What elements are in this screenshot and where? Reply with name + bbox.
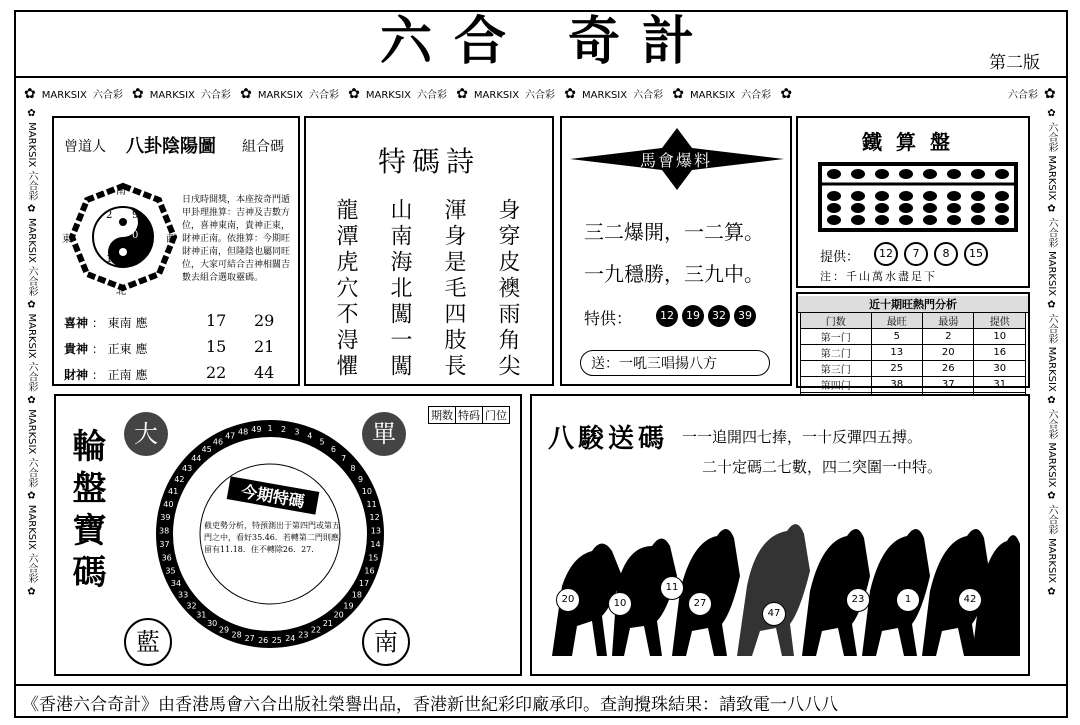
poem-col-2: 渾身是毛四肢長 — [441, 198, 466, 380]
wheel-number: 26 — [258, 635, 269, 645]
wheel-number: 43 — [182, 463, 193, 473]
wheel-number: 29 — [218, 625, 230, 635]
poem-col-4: 龍潭虎穴不淂懼 — [333, 198, 358, 380]
wheel-number: 27 — [244, 634, 255, 643]
left-brand-strip: ✿ MARKSIX 六合彩 ✿ MARKSIX 六合彩 ✿ MARKSIX 六合彩 ✿ MARKSIX 六合彩 ✿ MARKSIX 六合彩 ✿ — [26, 108, 37, 598]
wheel-number: 45 — [201, 445, 212, 455]
stats-header: 最旺 — [871, 313, 922, 329]
bagua-person: 曾道人 — [64, 139, 106, 155]
bagua-row-2: 貴神 ： 正東 應 15 21 — [64, 337, 275, 356]
horses-graphic — [542, 516, 1022, 666]
footer-text: 《香港六合奇計》由香港馬會六合出版社榮譽出品，香港新世紀彩印廠承印。查詢攪珠結果：請致電一八八八 — [22, 695, 838, 715]
wheel-number: 7 — [341, 453, 347, 463]
poem-col-3: 山南海北闖一闖 — [387, 198, 412, 380]
wheel-legend — [428, 406, 510, 424]
eight-horses-title: 八駿送碼 — [548, 424, 669, 454]
wheel-left-title: 輪盤寶碼 — [66, 428, 106, 596]
wheel-number: 23 — [298, 630, 309, 640]
stats-panel — [796, 292, 1030, 392]
bagua-num-4: 2 — [106, 210, 113, 221]
wheel-number: 48 — [238, 427, 249, 437]
stats-header: 提供 — [974, 313, 1026, 329]
legend-item: 期数 — [429, 407, 456, 423]
wheel-number: 20 — [333, 610, 344, 620]
poem-title: 特碼詩 — [377, 145, 480, 178]
table-row: 第二门 13 20 16 — [801, 345, 1026, 361]
wheel-number: 38 — [159, 526, 170, 536]
wheel-number: 11 — [366, 499, 377, 509]
eight-horses-line1: 一一追開四七捧，一十反彈四五搏。 — [682, 428, 923, 446]
top-brand-strip: ✿ MARKSIX 六合彩 ✿ MARKSIX 六合彩 ✿ MARKSIX 六合彩 ✿ MARKSIX 六合彩 ✿ MARKSIX 六合彩 ✿ MARKSIX 六合彩 ✿ MARKSIX 六合彩 ✿ — [24, 86, 793, 102]
dir-south: 南 — [116, 186, 126, 197]
eight-horses-panel — [530, 394, 1030, 676]
ball: 39 — [734, 305, 756, 327]
wheel-number: 47 — [225, 431, 236, 441]
wheel-panel — [54, 394, 522, 676]
bagua-suffix: 組合碼 — [242, 139, 284, 155]
big-label: 大 — [124, 412, 168, 456]
wheel-center-title: 今期特碼 — [227, 476, 320, 514]
wheel-number: 10 — [361, 487, 372, 497]
wheel-number: 39 — [160, 513, 171, 523]
wheel-number: 3 — [294, 427, 300, 437]
wheel-number: 15 — [368, 553, 379, 563]
abacus-note: 注：千山萬水盡足下 — [820, 270, 937, 283]
legend-item: 门位 — [485, 409, 507, 422]
header-divider — [14, 76, 1068, 78]
wheel-number: 19 — [343, 601, 354, 611]
wheel-number: 14 — [370, 540, 381, 550]
blue-label: 藍 — [124, 618, 172, 666]
bagua-row-3: 財神 ： 正南 應 22 44 — [64, 363, 275, 382]
wheel-number: 33 — [178, 590, 189, 600]
right-brand-strip: ✿ 六合彩 MARKSIX ✿ 六合彩 MARKSIX ✿ 六合彩 MARKSIX ✿ 六合彩 MARKSIX ✿ 六合彩 MARKSIX ✿ — [1046, 108, 1057, 598]
dir-north: 北 — [116, 286, 126, 297]
horse-tip-panel — [560, 116, 792, 386]
bagua-row-1: 喜神 ： 東南 應 17 29 — [64, 311, 275, 330]
ball: 32 — [708, 305, 730, 327]
eight-horses-line2: 二十定碼二七數，四二突圍一中特。 — [702, 458, 943, 476]
wheel-number: 9 — [358, 475, 364, 485]
table-row: 第四门 38 37 31 — [801, 377, 1026, 393]
horse-tip-banner: 馬會爆料 — [639, 151, 712, 170]
wheel-number: 30 — [207, 618, 218, 628]
horse-number: 23 — [846, 588, 870, 612]
wheel-number: 24 — [285, 634, 296, 643]
wheel-number: 2 — [281, 424, 287, 434]
wheel-number: 16 — [364, 566, 375, 576]
wheel-number: 40 — [163, 499, 174, 509]
wheel-number: 12 — [369, 513, 380, 523]
wheel-number: 35 — [165, 566, 176, 576]
bagua-num-5: 0 — [132, 230, 139, 241]
horse-tip-line1: 三二爆開，一二算。 — [584, 220, 764, 244]
stats-title: 近十期旺熱門分析 — [798, 296, 1028, 313]
wheel-number: 22 — [310, 625, 322, 635]
bagua-panel — [52, 116, 300, 386]
ball: 8 — [934, 242, 958, 266]
wheel-number: 21 — [322, 618, 333, 628]
horse-number: 47 — [762, 602, 786, 626]
abacus-panel — [796, 116, 1030, 288]
ball: 19 — [682, 305, 704, 327]
ball: 7 — [904, 242, 928, 266]
wheel-center-text: 截吏勢分析，特預測出于第四門或第五門之中，看好35.46．若轉第二門則應留有11.18．住不轉除26．27． — [204, 521, 340, 554]
special-label: 特供： — [584, 309, 633, 328]
poem-panel — [304, 116, 554, 386]
wheel-number: 49 — [251, 424, 262, 434]
horse-number: 11 — [660, 576, 684, 600]
table-row: 第一门 5 2 10 — [801, 329, 1026, 345]
legend-item: 特码 — [456, 407, 483, 423]
wheel-number: 32 — [186, 601, 197, 611]
wheel-number: 31 — [196, 610, 207, 620]
wheel-number: 8 — [350, 463, 356, 473]
wheel-number: 44 — [191, 453, 202, 463]
horse-number: 1 — [896, 588, 920, 612]
wheel-number: 28 — [231, 630, 242, 640]
ball: 15 — [964, 242, 988, 266]
bagua-description: 日戌時開獎，本座按奇門遁甲卦理推算：吉神及吉數方位，喜神東南，貴神正東，財神正南。依推算：今期旺財神正南，但隆陰也屬同旺位，大家可結合吉神相關吉數去組合選取靈碼。 — [182, 195, 291, 283]
poem-col-1: 身穿皮襖雨角尖 — [495, 198, 520, 380]
single-label: 單 — [362, 412, 406, 456]
edition-label: 第二版 — [989, 53, 1040, 73]
wheel-number: 36 — [161, 553, 172, 563]
horse-number: 20 — [556, 588, 580, 612]
ball: 12 — [874, 242, 898, 266]
page-title: 六合 奇計 — [379, 11, 717, 72]
bagua-num-3: 1 — [106, 254, 113, 265]
wheel-number: 1 — [267, 424, 273, 433]
horse-number: 27 — [688, 592, 712, 616]
wheel-number: 46 — [212, 437, 224, 447]
abacus-provide-label: 提供： — [820, 250, 860, 265]
horse-number: 42 — [958, 588, 982, 612]
ball: 12 — [656, 305, 678, 327]
wheel-number: 6 — [330, 445, 336, 455]
bagua-title: 八卦陰陽圖 — [126, 136, 216, 157]
table-row: 第三门 25 26 30 — [801, 361, 1026, 377]
wheel-number: 13 — [370, 526, 381, 536]
abacus-title: 鐵算盤 — [862, 130, 964, 154]
top-right-brand: 六合彩 ✿ — [1008, 86, 1056, 102]
wheel-number: 41 — [168, 487, 179, 497]
send-note: 送：一吼三唱揚八方 — [580, 350, 770, 376]
south-label: 南 — [362, 618, 410, 666]
horse-tip-line2: 一九穩勝，三九中。 — [584, 262, 764, 286]
bagua-num-2: 8 — [132, 254, 139, 265]
stats-header: 最弱 — [923, 313, 974, 329]
horse-number: 10 — [608, 592, 632, 616]
dir-west: 西 — [166, 234, 176, 245]
wheel-number: 34 — [170, 579, 182, 588]
wheel-number: 18 — [351, 590, 362, 600]
special-balls — [656, 304, 760, 327]
bagua-num-0: 9 — [132, 210, 139, 221]
wheel-number: 25 — [271, 635, 282, 645]
stats-header: 门数 — [801, 313, 872, 329]
footer-divider — [14, 684, 1068, 686]
abacus-graphic — [818, 162, 1018, 232]
wheel-number: 4 — [307, 431, 313, 441]
wheel-number: 17 — [358, 579, 370, 588]
wheel-number: 5 — [319, 437, 325, 447]
wheel-number: 42 — [174, 475, 185, 485]
abacus-balls — [874, 242, 994, 266]
dir-east: 東 — [62, 234, 72, 245]
wheel-number: 37 — [159, 540, 170, 550]
